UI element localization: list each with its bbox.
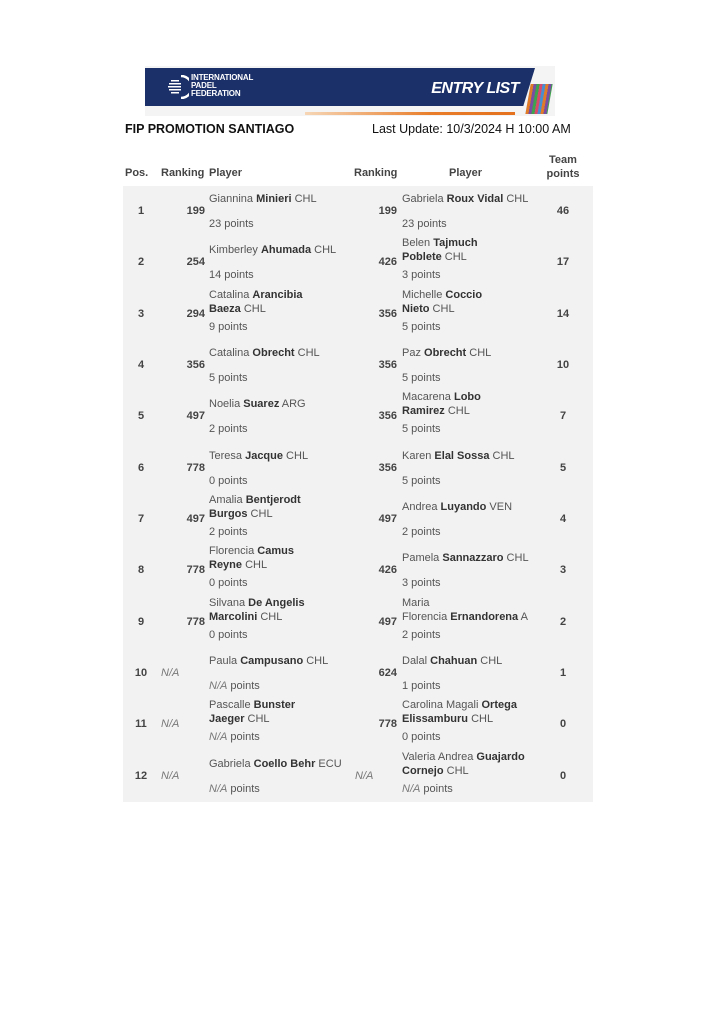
- table-row: [123, 237, 593, 288]
- first-name: Florencia: [209, 545, 258, 558]
- first-name: Noelia: [209, 398, 244, 411]
- fip-logo-text: [191, 74, 253, 98]
- country: VEN: [486, 500, 513, 513]
- points-value: 5: [402, 371, 409, 384]
- surname: Coccio: [445, 288, 483, 301]
- first-name: Pamela: [402, 552, 443, 565]
- ranking-player-1: N/A: [161, 666, 180, 679]
- name-line: [209, 757, 359, 771]
- player-name-player-1: [209, 545, 359, 571]
- points-value: 0: [209, 474, 216, 487]
- country: CHL: [444, 405, 470, 418]
- player-points-player-1: [209, 371, 248, 385]
- name-line: [402, 236, 552, 250]
- ranking-player-2: 356: [378, 307, 397, 320]
- surname: Minieri: [256, 193, 292, 205]
- points-label: points: [215, 474, 248, 487]
- player-name-player-1: [209, 751, 359, 777]
- name-line: [402, 288, 552, 302]
- points-value: 0: [209, 628, 216, 641]
- player-points-player-1: [209, 217, 254, 231]
- points-value: N/A: [209, 679, 228, 692]
- team-points: 4: [559, 512, 567, 525]
- player-points-player-2: [402, 422, 441, 436]
- points-value: 9: [209, 320, 216, 333]
- points-value: 23: [209, 218, 222, 230]
- points-value: N/A: [209, 731, 228, 744]
- table-row: [123, 289, 593, 340]
- player-name-player-1: [209, 597, 359, 623]
- first-name: Giannina: [209, 193, 257, 205]
- name-line: [402, 764, 552, 778]
- first-name: Amalia: [209, 493, 246, 506]
- ranking-player-1: 778: [186, 564, 205, 577]
- table-row: [123, 751, 593, 802]
- name-line: [209, 243, 359, 257]
- first-name: Paula: [209, 654, 241, 667]
- table-row: [123, 340, 593, 391]
- surname: Nieto: [402, 302, 430, 315]
- name-line: [209, 192, 359, 206]
- points-label: points: [408, 577, 441, 590]
- name-line: [402, 750, 552, 764]
- ranking-player-1: 497: [186, 512, 205, 525]
- points-label: points: [227, 679, 260, 692]
- position: 5: [137, 410, 145, 423]
- ranking-player-2: 426: [378, 564, 397, 577]
- team-points: 17: [556, 256, 570, 269]
- points-value: 3: [402, 269, 409, 282]
- surname: Obrecht: [252, 346, 295, 359]
- surname: Ernandorena: [450, 610, 519, 623]
- first-name: Valeria Andrea: [402, 750, 477, 763]
- name-line: [209, 288, 359, 302]
- ranking-player-1: 199: [186, 205, 205, 217]
- name-line: [402, 500, 552, 514]
- team-points: 0: [559, 718, 567, 731]
- player-points-player-2: [402, 217, 447, 231]
- points-value: 5: [209, 371, 216, 384]
- position: 9: [137, 615, 145, 628]
- banner-title: ENTRY LIST: [431, 80, 519, 97]
- surname: Tajmuch: [433, 237, 478, 250]
- name-line: [209, 346, 359, 360]
- ranking-player-2: 199: [378, 205, 397, 217]
- first-name: Maria: [402, 596, 430, 609]
- position: 4: [137, 358, 145, 371]
- player-points-player-1: [209, 422, 248, 436]
- player-points-player-2: [402, 371, 441, 385]
- player-name-player-1: [209, 340, 359, 366]
- points-value: 14: [209, 269, 222, 282]
- surname: Marcolini: [209, 610, 258, 623]
- position: 2: [137, 256, 145, 269]
- surname: Coello Behr: [253, 757, 316, 770]
- first-name: Michelle: [402, 288, 446, 301]
- first-name: Carolina Magali: [402, 699, 482, 712]
- surname: Sannazzaro: [442, 552, 504, 565]
- name-line: [402, 302, 552, 316]
- player-name-player-2: [402, 545, 552, 571]
- table-row: [123, 494, 593, 545]
- position: 8: [137, 564, 145, 577]
- entry-table: [123, 186, 593, 802]
- col-pos: Pos.: [125, 167, 149, 179]
- player-points-player-2: [402, 268, 441, 282]
- points-label: points: [227, 731, 260, 744]
- player-name-player-1: [209, 237, 359, 263]
- first-name: Andrea: [402, 500, 441, 513]
- surname: Jacque: [245, 449, 283, 462]
- points-value: 23: [402, 218, 415, 230]
- country: ARG: [279, 398, 306, 411]
- name-line: [209, 654, 359, 668]
- surname: Lobo: [453, 391, 481, 404]
- country: CHL: [311, 244, 337, 257]
- surname: Arancibia: [252, 288, 303, 301]
- name-line: [209, 507, 359, 521]
- name-line: [209, 698, 359, 712]
- position: 7: [137, 512, 145, 525]
- country: CHL: [429, 302, 455, 315]
- player-name-player-2: [402, 648, 552, 674]
- ranking-player-1: N/A: [161, 769, 180, 782]
- name-line: [402, 390, 552, 404]
- points-value: N/A: [402, 782, 421, 795]
- first-name: Silvana: [209, 596, 249, 609]
- name-line: [402, 610, 552, 624]
- surname: Camus: [257, 545, 294, 558]
- name-line: [209, 712, 359, 726]
- player-points-player-1: [209, 782, 260, 796]
- name-line: [209, 302, 359, 316]
- player-points-player-1: [209, 320, 248, 334]
- orange-underline: [305, 112, 515, 115]
- col-team-points-line: Team: [549, 154, 577, 166]
- first-name: Teresa: [209, 449, 246, 462]
- ranking-player-2: 356: [378, 461, 397, 474]
- team-points: 46: [556, 205, 570, 217]
- name-line: [209, 596, 359, 610]
- ranking-player-1: 497: [186, 410, 205, 423]
- surname: Reyne: [209, 559, 243, 572]
- country: CHL: [466, 346, 492, 359]
- points-value: 5: [402, 474, 409, 487]
- name-line: [402, 250, 552, 264]
- points-label: points: [408, 525, 441, 538]
- name-line: [402, 712, 552, 726]
- team-points: 14: [556, 307, 570, 320]
- points-value: 2: [402, 525, 409, 538]
- player-points-player-1: [209, 730, 260, 744]
- player-points-player-2: [402, 576, 441, 590]
- country: CHL: [489, 449, 515, 462]
- points-value: 2: [209, 423, 216, 436]
- surname: Luyando: [440, 500, 487, 513]
- ranking-player-2: 497: [378, 615, 397, 628]
- points-label: points: [408, 320, 441, 333]
- country: CHL: [240, 302, 266, 315]
- country: CHL: [503, 193, 529, 205]
- surname: Elissamburu: [402, 713, 469, 726]
- points-label: points: [215, 320, 248, 333]
- col-team-points-line: points: [546, 168, 580, 180]
- points-value: 2: [402, 628, 409, 641]
- logo-line: INTERNATIONAL: [191, 73, 254, 82]
- player-points-player-2: [402, 525, 441, 539]
- points-label: points: [408, 628, 441, 641]
- player-points-player-1: [209, 628, 248, 642]
- first-name: Gabriela: [402, 193, 447, 205]
- position: 6: [137, 461, 145, 474]
- surname: Campusano: [240, 654, 304, 667]
- player-points-player-1: [209, 576, 248, 590]
- points-label: points: [420, 782, 453, 795]
- ranking-player-1: N/A: [161, 718, 180, 731]
- team-points: 2: [559, 615, 567, 628]
- country: CHL: [503, 552, 529, 565]
- team-points: 7: [559, 410, 567, 423]
- table-row: [123, 597, 593, 648]
- points-label: points: [221, 218, 254, 230]
- table-header: [123, 150, 593, 186]
- surname: Suarez: [243, 398, 280, 411]
- player-points-player-1: [209, 268, 254, 282]
- surname: Obrecht: [424, 346, 467, 359]
- player-name-player-2: [402, 494, 552, 520]
- ranking-player-1: 778: [186, 615, 205, 628]
- surname: Burgos: [209, 507, 248, 520]
- country: CHL: [468, 713, 494, 726]
- points-value: N/A: [209, 782, 228, 795]
- table-row: [123, 648, 593, 699]
- points-label: points: [408, 269, 441, 282]
- points-value: 3: [402, 577, 409, 590]
- points-label: points: [408, 423, 441, 436]
- col-ranking-2: Ranking: [354, 167, 398, 179]
- ranking-player-2: 778: [378, 718, 397, 731]
- first-name: Paz: [402, 346, 425, 359]
- points-value: 1: [402, 679, 409, 692]
- country: CHL: [441, 251, 467, 264]
- player-points-player-2: [402, 679, 441, 693]
- points-label: points: [227, 782, 260, 795]
- country: CHL: [242, 559, 268, 572]
- player-name-player-2: [402, 237, 552, 263]
- table-row: [123, 443, 593, 494]
- country: A: [518, 610, 528, 623]
- first-name: Dalal: [402, 654, 431, 667]
- first-name: Macarena: [402, 391, 454, 404]
- position: 1: [137, 205, 145, 217]
- player-name-player-1: [209, 648, 359, 674]
- surname: Roux Vidal: [446, 193, 504, 205]
- name-line: [209, 610, 359, 624]
- name-line: [402, 346, 552, 360]
- team-points: 0: [559, 769, 567, 782]
- team-points: 10: [556, 358, 570, 371]
- table-row: [123, 699, 593, 750]
- country: CHL: [477, 654, 503, 667]
- points-label: points: [414, 218, 447, 230]
- logo-line: FEDERATION: [191, 89, 241, 98]
- points-label: points: [215, 371, 248, 384]
- points-value: 5: [402, 320, 409, 333]
- color-stripes: [525, 84, 552, 114]
- country: CHL: [244, 713, 270, 726]
- player-name-player-2: [402, 186, 552, 212]
- col-team-points: [543, 153, 583, 181]
- position: 12: [134, 769, 148, 782]
- team-points: 5: [559, 461, 567, 474]
- country: CHL: [257, 610, 283, 623]
- team-points: 1: [559, 666, 567, 679]
- table-row: [123, 545, 593, 596]
- fip-entry-list-banner: [145, 66, 555, 116]
- country: CHL: [294, 346, 320, 359]
- player-name-player-2: [402, 443, 552, 469]
- player-points-player-2: [402, 782, 453, 796]
- name-line: [402, 449, 552, 463]
- ranking-player-1: 294: [186, 307, 205, 320]
- ranking-player-2: N/A: [355, 769, 374, 782]
- surname: Bentjerodt: [245, 493, 301, 506]
- name-line: [402, 192, 552, 206]
- table-row: [123, 186, 593, 237]
- points-label: points: [408, 474, 441, 487]
- player-name-player-1: [209, 494, 359, 520]
- name-line: [402, 654, 552, 668]
- name-line: [402, 596, 552, 610]
- ranking-player-2: 426: [378, 256, 397, 269]
- first-name: Kimberley: [209, 244, 261, 257]
- player-name-player-1: [209, 699, 359, 725]
- country: CHL: [283, 449, 309, 462]
- surname: Ahumada: [260, 244, 312, 257]
- player-name-player-1: [209, 186, 359, 212]
- player-points-player-2: [402, 730, 441, 744]
- first-name: Florencia: [402, 610, 451, 623]
- surname: Poblete: [402, 251, 442, 264]
- ranking-player-2: 356: [378, 410, 397, 423]
- surname: Cornejo: [402, 764, 444, 777]
- name-line: [209, 544, 359, 558]
- player-points-player-1: [209, 525, 248, 539]
- country: ECU: [315, 757, 342, 770]
- position: 10: [134, 666, 148, 679]
- surname: Chahuan: [430, 654, 478, 667]
- player-points-player-1: [209, 679, 260, 693]
- country: CHL: [443, 764, 469, 777]
- ranking-player-2: 356: [378, 358, 397, 371]
- name-line: [402, 698, 552, 712]
- team-points: 3: [559, 564, 567, 577]
- position: 3: [137, 307, 145, 320]
- country: CHL: [291, 193, 317, 205]
- first-name: Pascalle: [209, 699, 254, 712]
- first-name: Karen: [402, 449, 435, 462]
- ranking-player-1: 356: [186, 358, 205, 371]
- points-value: 2: [209, 525, 216, 538]
- tournament-title: FIP PROMOTION SANTIAGO: [125, 122, 295, 136]
- player-name-player-1: [209, 443, 359, 469]
- points-value: 0: [402, 731, 409, 744]
- first-name: Gabriela: [209, 757, 254, 770]
- player-points-player-2: [402, 474, 441, 488]
- surname: Jaeger: [209, 713, 245, 726]
- col-ranking-1: Ranking: [161, 167, 205, 179]
- fip-logo-icon: [167, 75, 189, 99]
- points-label: points: [215, 423, 248, 436]
- ranking-player-2: 497: [378, 512, 397, 525]
- player-name-player-2: [402, 597, 552, 623]
- first-name: Catalina: [209, 288, 253, 301]
- name-line: [209, 397, 359, 411]
- player-name-player-2: [402, 340, 552, 366]
- first-name: Catalina: [209, 346, 253, 359]
- points-label: points: [215, 525, 248, 538]
- player-name-player-2: [402, 391, 552, 417]
- country: CHL: [303, 654, 329, 667]
- ranking-player-2: 624: [378, 666, 397, 679]
- ranking-player-1: 778: [186, 461, 205, 474]
- surname: Ortega: [481, 699, 517, 712]
- player-name-player-1: [209, 289, 359, 315]
- player-points-player-2: [402, 628, 441, 642]
- surname: Guajardo: [476, 750, 525, 763]
- points-label: points: [408, 371, 441, 384]
- surname: Bunster: [253, 699, 296, 712]
- name-line: [402, 551, 552, 565]
- table-row: [123, 391, 593, 442]
- points-label: points: [408, 679, 441, 692]
- points-label: points: [408, 731, 441, 744]
- last-update: Last Update: 10/3/2024 H 10:00 AM: [372, 122, 571, 136]
- col-player-1: Player: [209, 167, 243, 179]
- first-name: Belen: [402, 237, 434, 250]
- surname: Ramirez: [402, 405, 445, 418]
- player-points-player-2: [402, 320, 441, 334]
- player-points-player-1: [209, 474, 248, 488]
- points-value: 5: [402, 423, 409, 436]
- surname: Baeza: [209, 302, 241, 315]
- logo-line: PADEL: [191, 81, 217, 90]
- points-label: points: [215, 577, 248, 590]
- name-line: [209, 558, 359, 572]
- country: CHL: [247, 507, 273, 520]
- player-name-player-2: [402, 751, 552, 777]
- surname: Elal Sossa: [434, 449, 490, 462]
- player-name-player-1: [209, 391, 359, 417]
- player-name-player-2: [402, 289, 552, 315]
- name-line: [209, 493, 359, 507]
- ranking-player-1: 254: [186, 256, 205, 269]
- surname: De Angelis: [248, 596, 305, 609]
- name-line: [402, 404, 552, 418]
- player-name-player-2: [402, 699, 552, 725]
- position: 11: [135, 718, 147, 731]
- name-line: [209, 449, 359, 463]
- points-value: 0: [209, 577, 216, 590]
- points-label: points: [221, 269, 254, 282]
- col-player-2: Player: [449, 167, 483, 179]
- points-label: points: [215, 628, 248, 641]
